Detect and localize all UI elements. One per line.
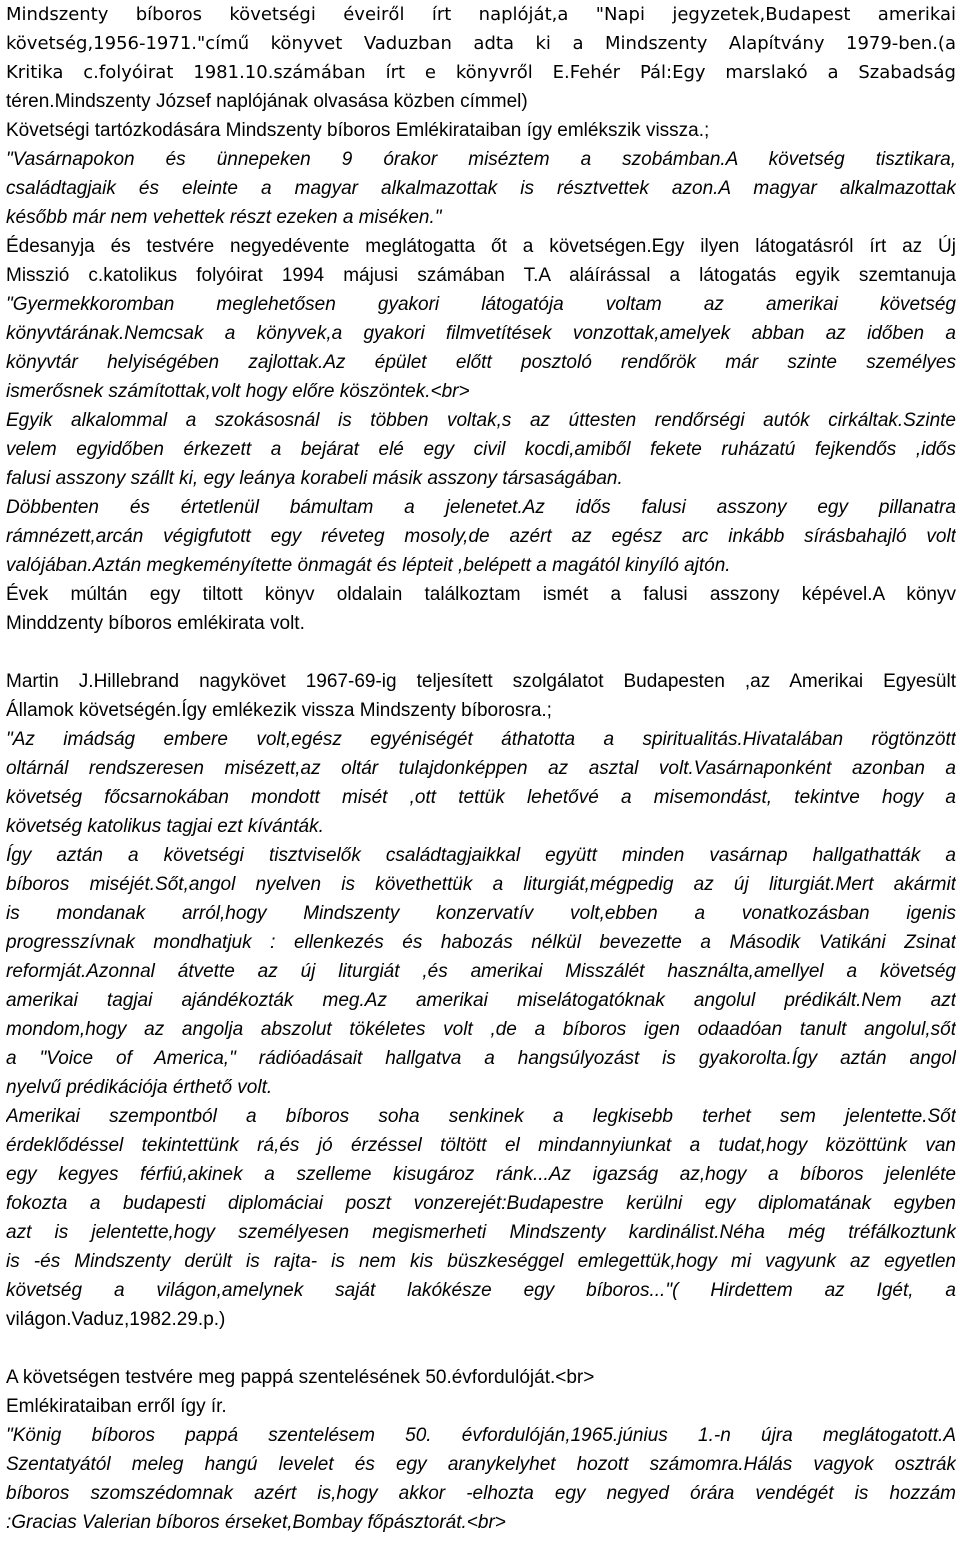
text-line: Minddzenty bíboros emlékirata volt.	[6, 613, 305, 634]
text-block	[6, 0, 956, 638]
text-line: is -és Mindszenty derült is rajta- is nem kis büszkeséggel emlegettük,hogy mi vagyunk az egyetlen	[6, 1251, 956, 1272]
text-line: azt is jelentette,hogy személyesen megismerheti Mindszenty kardinálist.Néha még tréfálkoztunk	[6, 1222, 956, 1243]
text-line: bíboros miséjét.Sőt,angol nyelven is követhettük a liturgiát,mégpedig az új liturgiát.Mert akármit	[6, 874, 956, 895]
text-line: mondom,hogy az angolja abszolut tökéletes volt ,de a bíboros igen odaadóan tanult angolul,sőt	[6, 1019, 956, 1040]
text-line: Döbbenten és értetlenül bámultam a jelenetet.Az idős falusi asszony egy pillanatra	[6, 497, 956, 518]
text-line: Kritika c.folyóirat 1981.10.számában írt e könyvről E.Fehér Pál:Egy marslakó a Szabadság	[6, 62, 956, 83]
text-line: Emlékirataiban erről így ír.	[6, 1396, 227, 1417]
text-line: velem egyidőben érkezett a bejárat elé egy civil kocdi,amiből fekete ruházatú fejkendős ,idős	[6, 439, 956, 460]
text-line: "Az imádság embere volt,egész egyéniségét áthatotta a spiritualitás.Hivatalában rögtönzött	[6, 729, 956, 750]
text-line: Martin J.Hillebrand nagykövet 1967-69-ig teljesített szolgálatot Budapesten ,az Amerikai Egyesült	[6, 671, 956, 692]
text-line: Mindszenty bíboros követségi éveiről írt naplóját,a "Napi jegyzetek,Budapest amerikai	[6, 4, 956, 25]
text-line: követség a világon,amelynek saját lakókésze egy bíboros..."( Hirdettem az Igét, a	[6, 1280, 956, 1301]
text-line: A követségen testvére meg pappá szentelésének 50.évfordulóját.<br>	[6, 1367, 595, 1388]
text-line: fokozta a budapesti diplomáciai poszt vonzerejét:Budapestre kerülni egy diplomatának egyben	[6, 1193, 956, 1214]
text-line: Amerikai szempontból a bíboros soha senkinek a legkisebb terhet sem jelentette.Sőt	[6, 1106, 956, 1127]
text-line: Édesanyja és testvére negyedévente meglátogatta őt a követségen.Egy ilyen látogatásról írt az Új	[6, 236, 956, 257]
text-line: nyelvű prédikációja érthető volt.	[6, 1077, 273, 1098]
text-line: "Vasárnapokon és ünnepeken 9 órakor miséztem a szobámban.A követség tisztikara,	[6, 149, 956, 170]
text-block	[6, 1363, 956, 1537]
text-line: világon.Vaduz,1982.29.p.)	[6, 1309, 226, 1330]
text-line: Így aztán a követségi tisztviselők családtagjaikkal együtt minden vasárnap hallgathatták a	[6, 845, 956, 866]
text-line: követség főcsarnokában mondott misét ,ott tettük lehetővé a misemondást, tekintve hogy a	[6, 787, 956, 808]
text-line: bíboros szomszédomnak azért is,hogy akkor -elhozta egy negyed órára vendégét is hozzám	[6, 1483, 956, 1504]
text-line: valójában.Aztán megkeményítette önmagát és lépteit ,belépett a magától kinyíló ajtón.	[6, 555, 731, 576]
text-line: oltárnál rendszeresen misézett,az oltár tulajdonképpen az asztal volt.Vasárnaponként azonban a	[6, 758, 956, 779]
text-line: ismerősnek számítottak,volt hogy előre köszöntek.<br>	[6, 381, 470, 402]
text-line: reformját.Azonnal átvette az új liturgiát ,és amerikai Misszálét használta,amellyel a követség	[6, 961, 956, 982]
text-line: a "Voice of America," rádióadásait hallgatva a hangsúlyozást is gyakorolta.Így aztán angol	[6, 1048, 956, 1069]
text-line: könyvtár helyiségében zajlottak.Az épület előtt posztoló rendőrök már szinte személyes	[6, 352, 956, 373]
text-line: "Gyermekkoromban meglehetősen gyakori látogatója voltam az amerikai követség	[6, 294, 956, 315]
document-body	[6, 0, 956, 1537]
text-line: falusi asszony szállt ki, egy leánya korabeli másik asszony társaságában.	[6, 468, 623, 489]
text-line: amerikai tagjai ajándékozták meg.Az amerikai miselátogatóknak angolul prédikált.Nem azt	[6, 990, 956, 1011]
text-line: téren.Mindszenty József naplójának olvasása közben címmel)	[6, 91, 528, 112]
text-line: később már nem vehettek részt ezeken a miséken."	[6, 207, 442, 228]
text-line: követség,1956-1971."című könyvet Vaduzban adta ki a Mindszenty Alapítvány 1979-ben.(a	[6, 33, 956, 54]
text-line: Évek múltán egy tiltott könyv oldalain találkoztam ismét a falusi asszony képével.A könyv	[6, 584, 956, 605]
text-line: :Gracias Valerian bíboros érseket,Bombay főpásztorát.<br>	[6, 1512, 506, 1533]
text-line: családtagjaik és eleinte a magyar alkalmazottak is résztvettek azon.A magyar alkalmazottak	[6, 178, 956, 199]
text-line: érdeklődéssel tekintettünk rá,és jó érzéssel töltött el mindannyiunkat a tudat,hogy közöttünk van	[6, 1135, 956, 1156]
text-line: Szentatyától meleg hangú levelet és egy aranykelyhet hozott számomra.Hálás vagyok osztrák	[6, 1454, 956, 1475]
text-line: Követségi tartózkodására Mindszenty bíboros Emlékirataiban így emlékszik vissza.;	[6, 120, 710, 141]
text-line: Egyik alkalommal a szokásosnál is többen voltak,s az úttesten rendőrségi autók cirkáltak.Szinte	[6, 410, 956, 431]
paragraph-gap	[6, 1334, 956, 1363]
text-line: Misszió c.katolikus folyóirat 1994 májusi számában T.A aláírással a látogatás egyik szemtanuja	[6, 265, 956, 286]
text-line: könyvtárának.Nemcsak a könyvek,a gyakori filmvetítések vonzottak,amelyek abban az időben a	[6, 323, 956, 344]
text-line: progresszívnak mondhatjuk : ellenkezés és habozás nélkül bevezette a Második Vatikáni Zsinat	[6, 932, 956, 953]
text-block	[6, 667, 956, 1334]
paragraph-gap	[6, 638, 956, 667]
text-line: rámnézett,arcán végigfutott egy réveteg mosoly,de azért az egész arc inkább sírásbahajló volt	[6, 526, 956, 547]
text-line: Államok követségén.Így emlékezik vissza Mindszenty bíborosra.;	[6, 700, 552, 721]
text-line: egy kegyes férfiú,akinek a szelleme kisugároz ránk...Az igazság az,hogy a bíboros jelenléte	[6, 1164, 956, 1185]
text-line: is mondanak arról,hogy Mindszenty konzervatív volt,ebben a vonatkozásban igenis	[6, 903, 956, 924]
text-line: követség katolikus tagjai ezt kívánták.	[6, 816, 324, 837]
text-line: "König bíboros pappá szentelésem 50. évfordulóján,1965.június 1.-n újra meglátogatott.A	[6, 1425, 956, 1446]
